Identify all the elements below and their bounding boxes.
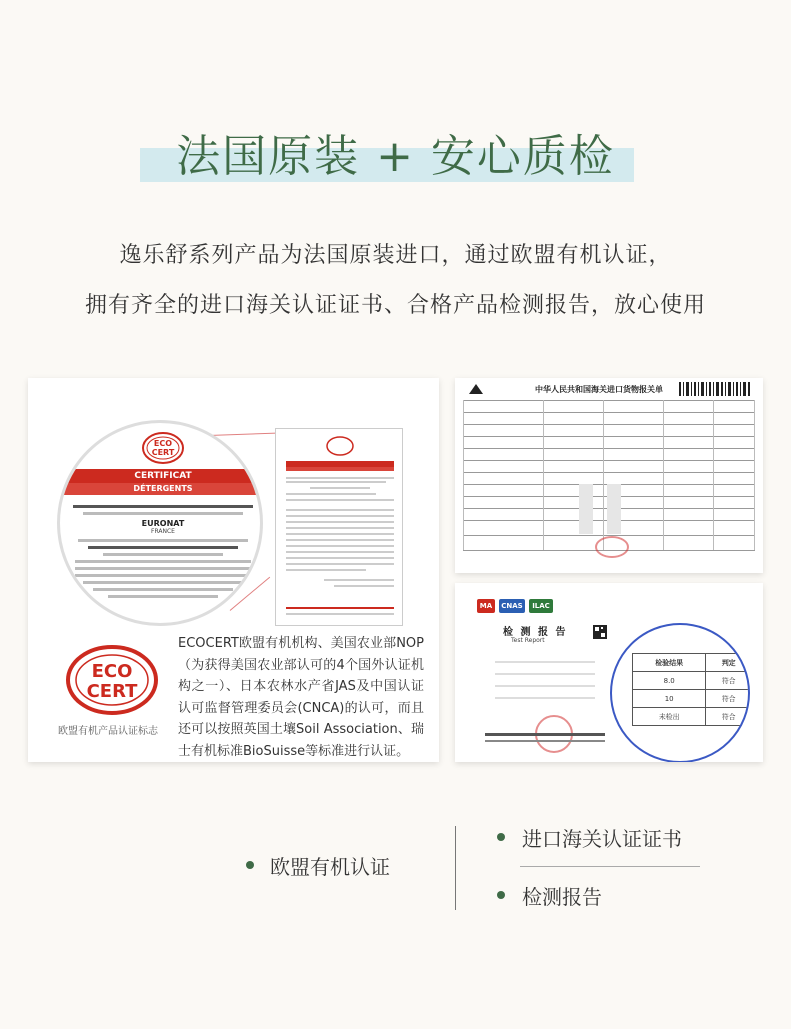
verdict-value: 符合: [706, 690, 750, 708]
bullet-dot-icon: [497, 891, 505, 899]
verdict-value: 符合: [706, 708, 750, 726]
detergents-label: DÉTERGENTS: [60, 483, 263, 495]
bullet-customs-certificate: 进口海关认证证书: [522, 827, 682, 851]
result-value: 10: [633, 690, 706, 708]
bullet-test-report: 检测报告: [522, 885, 602, 909]
qr-code-icon: [593, 625, 607, 639]
logo-cert-text: CERT: [86, 681, 138, 702]
bullet-dot-icon: [246, 861, 254, 869]
customs-declaration-card: [455, 378, 763, 573]
certificate-zoom-circle: [57, 420, 263, 626]
certificat-label: CERTIFICAT: [60, 469, 263, 483]
certificate-country: FRANCE: [151, 528, 175, 535]
ecocert-logo-caption: 欧盟有机产品认证标志: [58, 726, 158, 737]
ilac-logo: ILAC: [529, 599, 553, 613]
customs-emblem-icon: [467, 382, 485, 396]
cnas-logo: CNAS: [499, 599, 525, 613]
ecocert-logo-icon: [64, 643, 160, 717]
test-report-card: [455, 583, 763, 762]
test-report-subtitle: Test Report: [511, 637, 545, 644]
certificate-company: EURONAT: [141, 519, 185, 528]
result-value: 未检出: [633, 708, 706, 726]
certificate-document-thumbnail: [275, 428, 403, 626]
bullet-dot-icon: [497, 833, 505, 841]
verdict-header: 判定: [706, 654, 750, 672]
ecocert-description: ECOCERT欧盟有机机构、美国农业部NOP（为获得美国农业部认可的4个国外认证机构之一）、日本农林水产省JAS及中国认证认可监督管理委员会(CNCA)的认可，而且还可以按照英国土壤Soil Association、瑞士有机标准BioSuisse等标准进行认证。: [178, 636, 424, 759]
bullet-divider-vertical: [455, 826, 456, 910]
ecocert-small-logo-icon: [141, 431, 185, 465]
test-result-table: [632, 653, 750, 726]
small-logo-eco: ECO: [153, 439, 173, 448]
customs-stamp: [595, 536, 629, 558]
test-result-zoom-circle: [610, 623, 750, 762]
page-title: 法国原装 + 安心质检: [176, 131, 615, 182]
result-value: 8.0: [633, 672, 706, 690]
result-header: 检验结果: [633, 654, 706, 672]
test-report-title: 检 测 报 告: [503, 627, 568, 638]
doc-ecocert-logo-icon: [325, 435, 355, 457]
verdict-value: 符合: [706, 672, 750, 690]
logo-eco-text: ECO: [91, 661, 133, 682]
bullet-eu-organic: 欧盟有机认证: [270, 855, 390, 879]
title-section: [0, 118, 791, 190]
intro-line-1: 逸乐舒系列产品为法国原装进口，通过欧盟有机认证，: [119, 243, 672, 268]
ma-logo: MA: [477, 599, 495, 613]
bullet-divider-horizontal: [520, 866, 700, 867]
certificate-text-lines: [68, 501, 258, 602]
barcode-icon: [679, 382, 753, 396]
intro-line-2: 拥有齐全的进口海关认证证书、合格产品检测报告，放心使用: [84, 293, 706, 318]
customs-form-grid: [463, 400, 755, 550]
small-logo-cert: CERT: [151, 448, 175, 457]
customs-form-title: 中华人民共和国海关进口货物报关单: [535, 385, 663, 394]
